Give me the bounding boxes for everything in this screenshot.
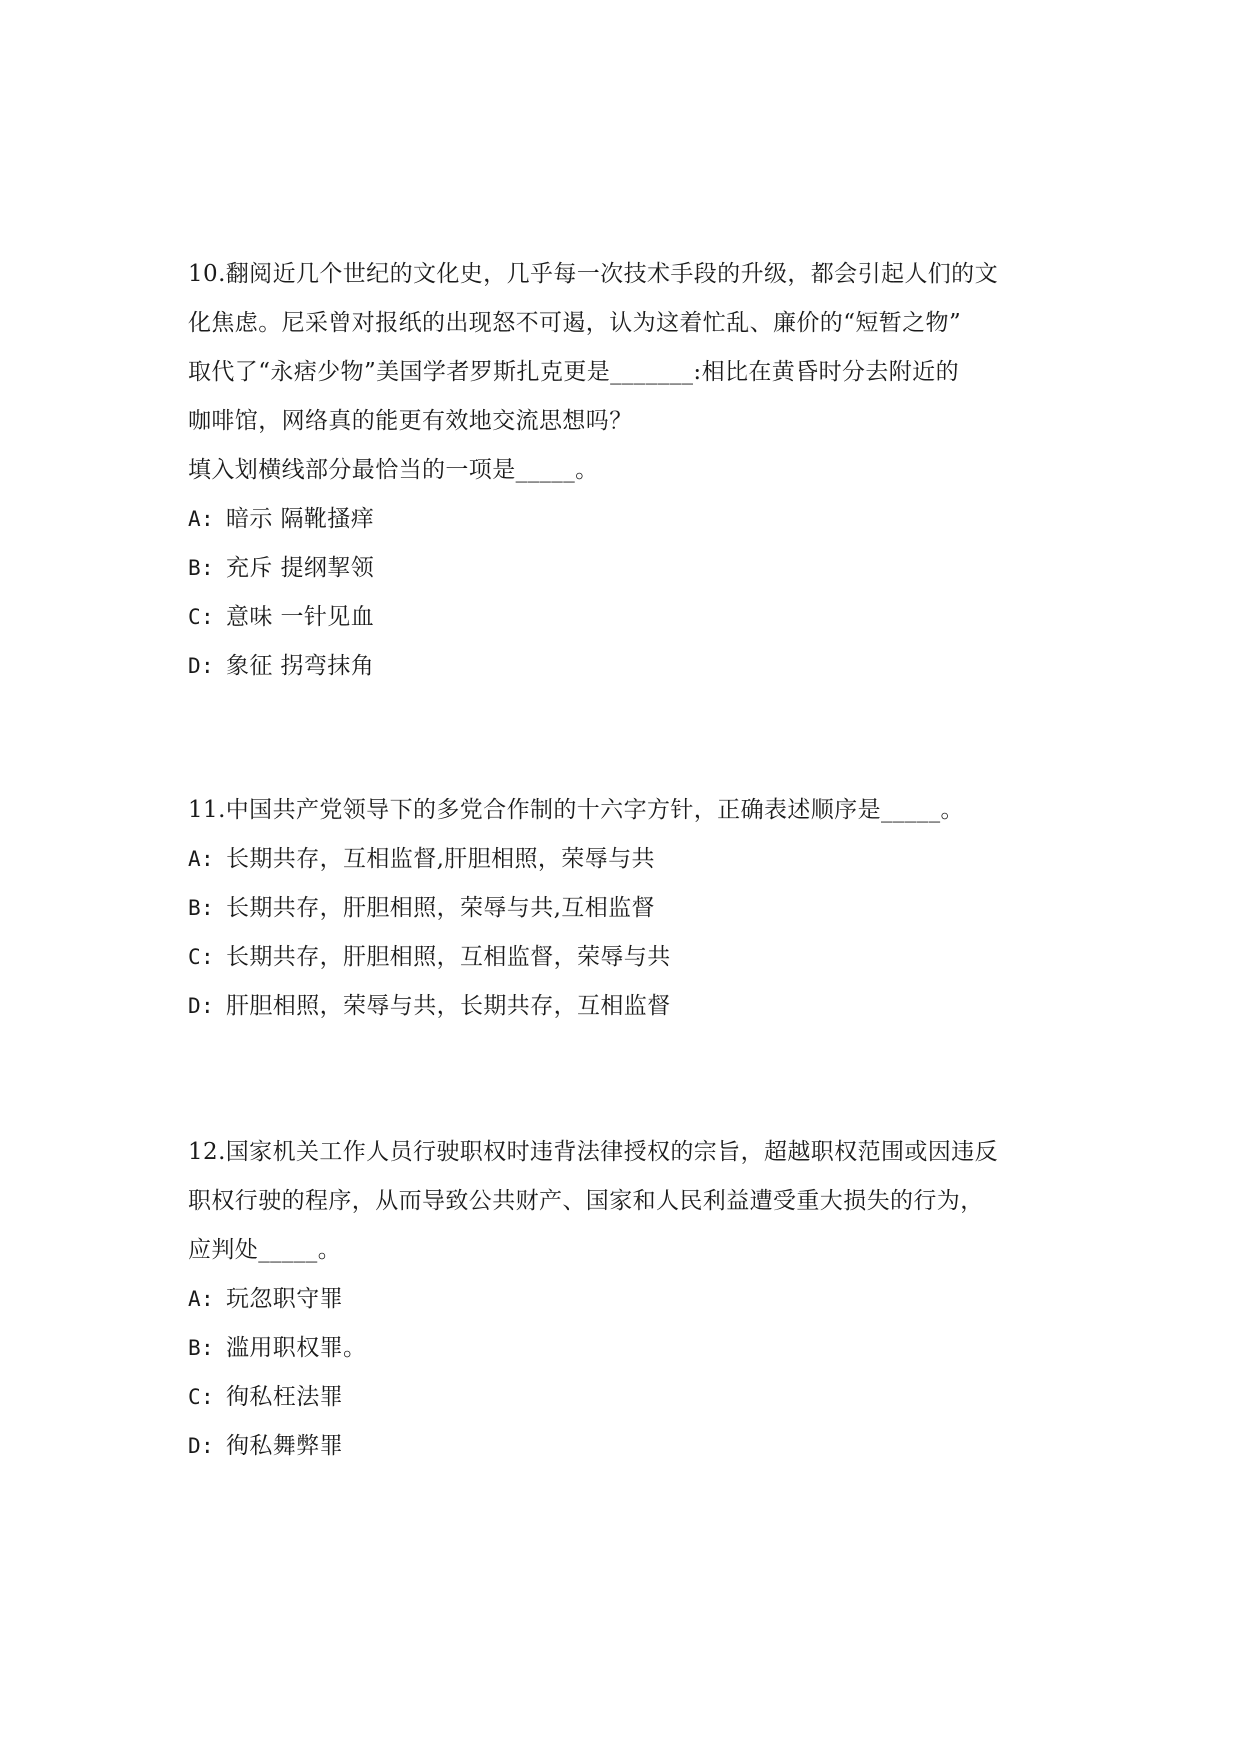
option-letter: D: (188, 1434, 215, 1458)
option-b (188, 544, 1068, 593)
option-b (188, 1324, 1068, 1373)
option-text: 肝胆相照，荣辱与共，长期共存，互相监督 (226, 993, 671, 1019)
option-d (188, 1422, 1068, 1471)
option-letter: C: (188, 945, 215, 969)
question-stem-line: 12.国家机关工作人员行驶职权时违背法律授权的宗旨，超越职权范围或因违反 (188, 1139, 998, 1165)
option-text: 长期共存，肝胆相照，荣辱与共,互相监督 (226, 895, 655, 921)
question-stem-line: 取代了“永痞少物”美国学者罗斯扎克更是_______:相比在黄昏时分去附近的 (188, 359, 959, 385)
option-c (188, 1373, 1068, 1422)
option-text: 徇私枉法罪 (226, 1384, 343, 1410)
option-d (188, 982, 1068, 1031)
option-letter: D: (188, 654, 215, 678)
question-stem-line: 化焦虑。尼采曾对报纸的出现怒不可遏，认为这着忙乱、廉价的“短暂之物” (188, 310, 962, 336)
option-letter: B: (188, 896, 215, 920)
option-text: 徇私舞弊罪 (226, 1433, 343, 1459)
question-stem-line: 10.翻阅近几个世纪的文化史，几乎每一次技术手段的升级，都会引起人们的文 (188, 261, 998, 287)
option-a (188, 1275, 1068, 1324)
option-c (188, 593, 1068, 642)
option-text: 意味 一针见血 (226, 604, 375, 630)
option-letter: B: (188, 556, 215, 580)
question-stem-line: 职权行驶的程序，从而导致公共财产、国家和人民利益遭受重大损失的行为， (188, 1188, 984, 1214)
option-text: 暗示 隔靴搔痒 (226, 506, 375, 532)
option-letter: D: (188, 994, 215, 1018)
option-text: 长期共存，肝胆相照，互相监督，荣辱与共 (226, 944, 671, 970)
question-stem-line: 咖啡馆，网络真的能更有效地交流思想吗？ (188, 408, 633, 434)
option-text: 象征 拐弯抹角 (226, 653, 375, 679)
option-d (188, 642, 1068, 691)
option-a (188, 835, 1068, 884)
option-letter: A: (188, 1287, 215, 1311)
question-11 (188, 786, 1068, 1031)
question-stem-line: 11.中国共产党领导下的多党合作制的十六字方针，正确表述顺序是_____。 (188, 797, 964, 823)
option-text: 玩忽职守罪 (226, 1286, 343, 1312)
question-prompt: 填入划横线部分最恰当的一项是_____。 (188, 457, 599, 483)
option-b (188, 884, 1068, 933)
option-letter: C: (188, 605, 215, 629)
option-letter: A: (188, 847, 215, 871)
option-text: 充斥 提纲挈领 (226, 555, 375, 581)
question-stem-line: 应判处_____。 (188, 1237, 342, 1263)
question-10 (188, 250, 1068, 691)
question-12 (188, 1128, 1068, 1471)
option-letter: C: (188, 1385, 215, 1409)
option-text: 滥用职权罪。 (226, 1335, 367, 1361)
option-letter: A: (188, 507, 215, 531)
option-c (188, 933, 1068, 982)
option-a (188, 495, 1068, 544)
option-text: 长期共存，互相监督,肝胆相照，荣辱与共 (226, 846, 655, 872)
option-letter: B: (188, 1336, 215, 1360)
